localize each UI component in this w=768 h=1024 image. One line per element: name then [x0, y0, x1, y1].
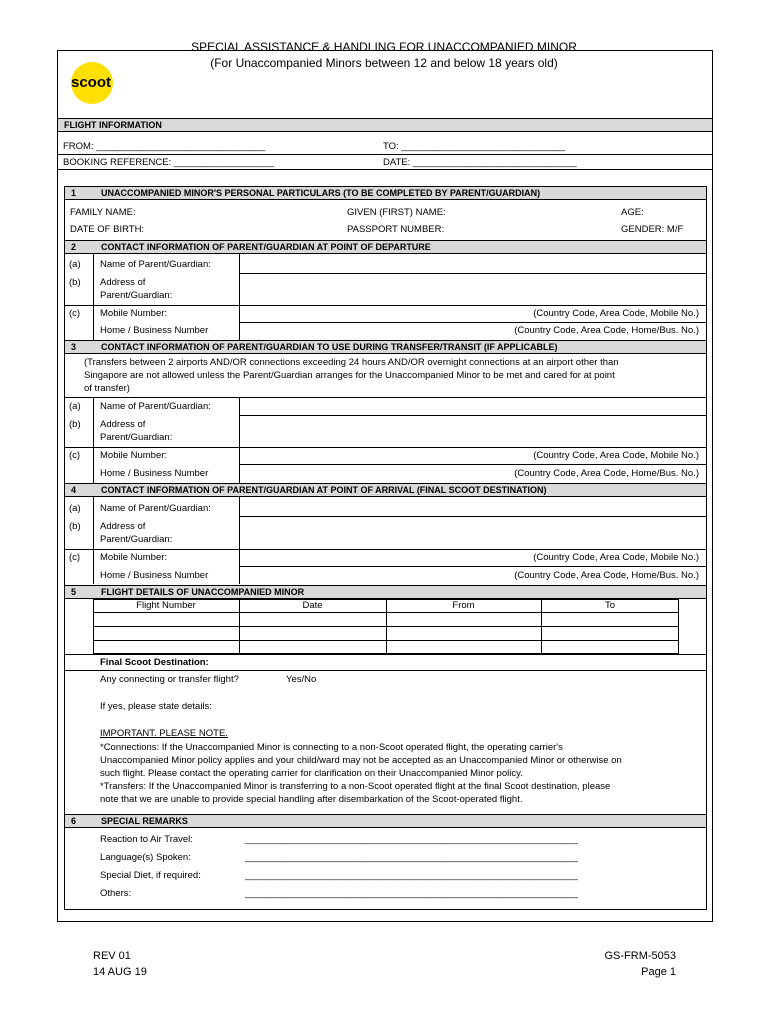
- section-3-heading: 3 CONTACT INFORMATION OF PARENT/GUARDIAN TO USE DURING TRANSFER/TRANSIT (IF APPLICABLE): [64, 340, 707, 354]
- form-title: SPECIAL ASSISTANCE & HANDLING FOR UNACCOMPANIED MINOR: [191, 40, 577, 54]
- language-label: Language(s) Spoken:: [100, 852, 191, 863]
- language-input[interactable]: _______________________________________________________________: [245, 852, 578, 863]
- transit-address-label-2: Parent/Guardian:: [100, 432, 173, 443]
- dep-address-label-1: Address of: [100, 277, 146, 288]
- transit-name-label: Name of Parent/Guardian:: [100, 401, 211, 412]
- label-c: (c): [69, 308, 81, 319]
- age-field[interactable]: AGE:: [621, 207, 644, 218]
- dep-name-input[interactable]: [241, 256, 705, 272]
- dob-field[interactable]: DATE OF BIRTH:: [70, 224, 145, 235]
- dep-home-label: Home / Business Number: [100, 325, 209, 336]
- connecting-yes-no[interactable]: Yes/No: [286, 674, 317, 685]
- arr-mobile-label: Mobile Number:: [100, 552, 168, 563]
- dep-address-label-2: Parent/Guardian:: [100, 290, 173, 301]
- logo-text: scoot: [71, 74, 112, 91]
- section-6-heading: 6 SPECIAL REMARKS: [64, 814, 707, 828]
- connections-note-2: Unaccompanied Minor policy applies and your child/ward may not be accepted as an Unaccompanied Minor or otherwise on: [100, 755, 622, 766]
- reaction-label: Reaction to Air Travel:: [100, 834, 193, 845]
- transfer-note-3: of transfer): [84, 383, 130, 394]
- if-yes-details: If yes, please state details:: [100, 701, 212, 712]
- col-to: To: [604, 600, 616, 611]
- important-heading: IMPORTANT. PLEASE NOTE.: [100, 728, 228, 739]
- arr-name-input[interactable]: [241, 499, 705, 515]
- section-1-heading: 1 UNACCOMPANIED MINOR'S PERSONAL PARTICULARS (TO BE COMPLETED BY PARENT/GUARDIAN): [64, 186, 707, 200]
- label-c: (c): [69, 552, 81, 563]
- gender-field[interactable]: GENDER: M/F: [621, 224, 684, 235]
- transit-address-input[interactable]: [241, 417, 705, 446]
- page-number: Page 1: [641, 966, 676, 978]
- booking-reference-field[interactable]: BOOKING REFERENCE: ___________________: [63, 157, 275, 168]
- diet-label: Special Diet, if required:: [100, 870, 201, 881]
- flight-details-rows[interactable]: [94, 613, 678, 653]
- family-name-field[interactable]: FAMILY NAME:: [70, 207, 136, 218]
- form-number: GS-FRM-5053: [604, 950, 676, 962]
- transit-home-input[interactable]: (Country Code, Area Code, Home/Bus. No.): [514, 468, 699, 479]
- section-5-heading: 5 FLIGHT DETAILS OF UNACCOMPANIED MINOR: [64, 585, 707, 599]
- col-from: From: [452, 600, 475, 611]
- section-4-heading: 4 CONTACT INFORMATION OF PARENT/GUARDIAN AT POINT OF ARRIVAL (FINAL SCOOT DESTINATION): [64, 483, 707, 497]
- scoot-logo: [70, 60, 130, 106]
- revision-date: 14 AUG 19: [93, 966, 147, 978]
- connections-note-1: *Connections: If the Unaccompanied Minor is connecting to a non-Scoot operated flight, the operating carrier's: [100, 742, 563, 753]
- from-field[interactable]: FROM: ________________________________: [63, 141, 266, 152]
- connecting-question: Any connecting or transfer flight?: [100, 674, 239, 685]
- transfer-note-1: (Transfers between 2 airports AND/OR connections exceeding 24 hours AND/OR overnight connections at an airport other than: [84, 357, 619, 368]
- label-b: (b): [69, 521, 81, 532]
- date-field[interactable]: DATE: _______________________________: [383, 157, 577, 168]
- transit-mobile-label: Mobile Number:: [100, 450, 168, 461]
- passport-field[interactable]: PASSPORT NUMBER:: [347, 224, 445, 235]
- diet-input[interactable]: _______________________________________________________________: [245, 870, 578, 881]
- transit-name-input[interactable]: [241, 399, 705, 414]
- transfer-note-2: Singapore are not allowed unless the Parent/Guardian arranges for the Unaccompanied Minor to be met and cared for at point: [84, 370, 615, 381]
- dep-mobile-label: Mobile Number:: [100, 308, 168, 319]
- label-b: (b): [69, 419, 81, 430]
- revision: REV 01: [93, 950, 131, 962]
- arr-home-input[interactable]: (Country Code, Area Code, Home/Bus. No.): [514, 570, 699, 581]
- label-a: (a): [69, 259, 81, 270]
- section-2-heading: 2 CONTACT INFORMATION OF PARENT/GUARDIAN AT POINT OF DEPARTURE: [64, 240, 707, 254]
- given-name-field[interactable]: GIVEN (FIRST) NAME:: [347, 207, 446, 218]
- label-a: (a): [69, 503, 81, 514]
- reaction-input[interactable]: _______________________________________________________________: [245, 834, 578, 845]
- label-c: (c): [69, 450, 81, 461]
- transit-home-label: Home / Business Number: [100, 468, 209, 479]
- form-subtitle: (For Unaccompanied Minors between 12 and below 18 years old): [210, 56, 558, 70]
- flight-info-heading: FLIGHT INFORMATION: [57, 118, 713, 132]
- dep-home-input[interactable]: (Country Code, Area Code, Home/Bus. No.): [514, 325, 699, 336]
- final-destination-label: Final Scoot Destination:: [100, 657, 209, 668]
- transfers-note-2: note that we are unable to provide special handling after disembarkation of the Scoot-operated flight.: [100, 794, 523, 805]
- dep-address-input[interactable]: [241, 275, 705, 304]
- col-date: Date: [302, 600, 323, 611]
- arr-address-label-1: Address of: [100, 521, 146, 532]
- arr-address-label-2: Parent/Guardian:: [100, 534, 173, 545]
- arr-home-label: Home / Business Number: [100, 570, 209, 581]
- transit-mobile-input[interactable]: (Country Code, Area Code, Mobile No.): [533, 450, 699, 461]
- transit-address-label-1: Address of: [100, 419, 146, 430]
- others-input[interactable]: _______________________________________________________________: [245, 888, 578, 899]
- others-label: Others:: [100, 888, 132, 899]
- col-flight-number: Flight Number: [136, 600, 196, 611]
- to-field[interactable]: TO: _______________________________: [383, 141, 566, 152]
- connections-note-3: such flight. Please contact the operating carrier for clarification on their Unaccompanied Minor policy.: [100, 768, 523, 779]
- arr-name-label: Name of Parent/Guardian:: [100, 503, 211, 514]
- arr-address-input[interactable]: [241, 518, 705, 548]
- label-a: (a): [69, 401, 81, 412]
- arr-mobile-input[interactable]: (Country Code, Area Code, Mobile No.): [533, 552, 699, 563]
- dep-name-label: Name of Parent/Guardian:: [100, 259, 211, 270]
- label-b: (b): [69, 277, 81, 288]
- transfers-note-1: *Transfers: If the Unaccompanied Minor is transferring to a non-Scoot operated flight at the final Scoot destination, please: [100, 781, 611, 792]
- dep-mobile-input[interactable]: (Country Code, Area Code, Mobile No.): [533, 308, 699, 319]
